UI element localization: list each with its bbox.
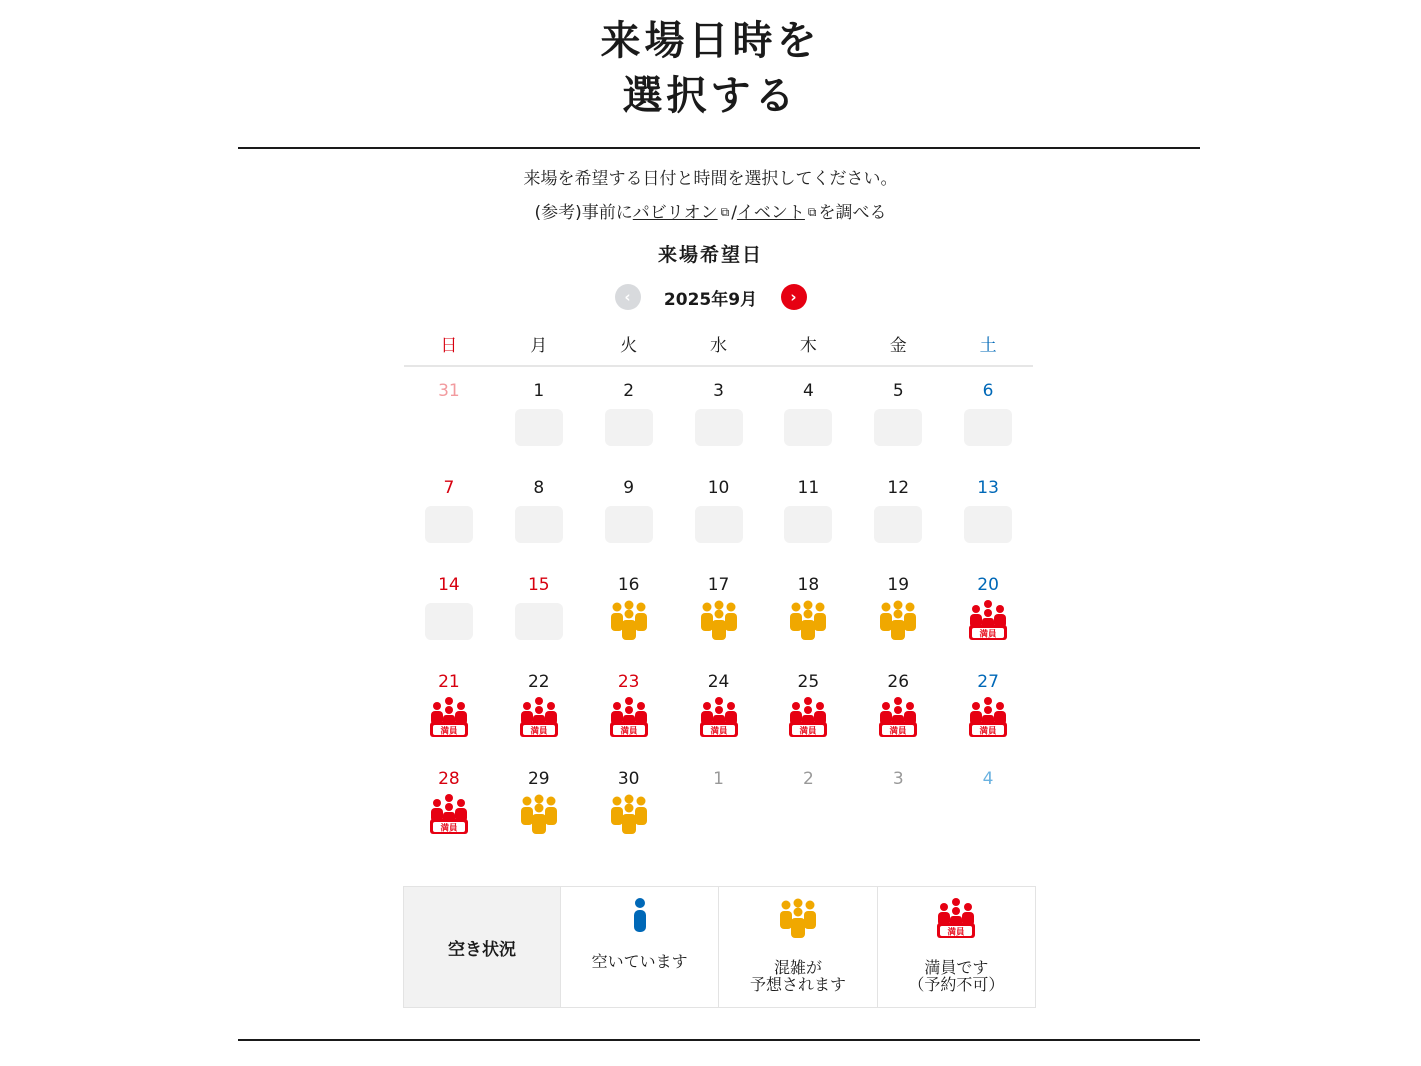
day-number: 3 [892, 769, 904, 789]
legend-full-line1: 満員です [924, 958, 989, 977]
calendar-day[interactable] [494, 561, 584, 658]
day-slot-placeholder [964, 506, 1012, 543]
external-link-icon: ⧉ [720, 205, 730, 219]
day-slot-placeholder [874, 409, 922, 446]
weekday-fri: 金 [889, 336, 907, 356]
calendar-day [674, 658, 764, 755]
legend-crowded-line2: 予想されます [749, 975, 846, 994]
calendar-day[interactable] [674, 367, 764, 464]
day-number: 20 [977, 575, 999, 595]
day-number: 17 [707, 575, 730, 595]
calendar-day[interactable] [763, 464, 853, 561]
legend-heading: 空き状況 [404, 887, 560, 1007]
calendar-day[interactable] [584, 755, 674, 852]
full-crowd-icon [936, 897, 976, 943]
weekday-sat: 土 [979, 336, 997, 356]
external-link-icon: ⧉ [807, 205, 817, 219]
day-number: 30 [617, 769, 640, 789]
calendar-week [404, 561, 1033, 658]
day-slot-placeholder [874, 506, 922, 543]
day-number: 4 [982, 769, 994, 789]
event-link[interactable]: イベント [736, 203, 805, 223]
calendar-grid [404, 367, 1033, 852]
calendar-day [943, 561, 1033, 658]
top-divider [238, 147, 1200, 149]
day-number: 6 [982, 381, 994, 401]
ref-separator: / [731, 203, 737, 223]
chevron-right-icon: › [790, 288, 797, 306]
calendar-day[interactable] [584, 367, 674, 464]
calendar-day[interactable] [674, 464, 764, 561]
full-badge-text: 満員 [889, 726, 907, 737]
full-badge-text: 満員 [530, 726, 548, 737]
day-number: 11 [797, 478, 820, 498]
ref-suffix: を調べる [818, 203, 887, 223]
day-slot-placeholder [605, 506, 653, 543]
day-number: 18 [797, 575, 820, 595]
legend-crowded [718, 887, 876, 1007]
bottom-divider [238, 1039, 1200, 1041]
day-number: 13 [977, 478, 999, 498]
day-slot-placeholder [515, 506, 563, 543]
legend-full [877, 887, 1035, 1007]
day-slot-placeholder [425, 603, 473, 640]
full-crowd-icon [429, 696, 469, 738]
legend-available-label: 空いています [591, 952, 688, 971]
day-slot-placeholder [695, 506, 743, 543]
day-number: 9 [623, 478, 635, 498]
pavilion-link[interactable]: パビリオン [632, 203, 718, 223]
availability-legend [403, 886, 1036, 1008]
legend-available [560, 887, 718, 1007]
calendar-day [763, 658, 853, 755]
full-crowd-icon [429, 793, 469, 835]
ref-prefix: (参考)事前に [534, 203, 633, 223]
day-number: 10 [707, 478, 730, 498]
intro-text: 来場を希望する日付と時間を選択してください。 [523, 169, 898, 189]
weekday-mon: 月 [530, 336, 548, 356]
month-label: 2025年9月 [663, 289, 758, 310]
full-badge-text: 満員 [799, 726, 817, 737]
full-crowd-icon [519, 696, 559, 738]
crowd-icon [878, 599, 918, 641]
person-icon [620, 897, 660, 943]
full-badge-text: 満員 [440, 823, 458, 834]
day-number: 28 [438, 769, 460, 789]
weekday-tue: 火 [620, 336, 638, 356]
calendar-day[interactable] [763, 561, 853, 658]
prev-month-button[interactable] [615, 284, 641, 310]
day-slot-placeholder [605, 409, 653, 446]
full-badge-text: 満員 [979, 726, 997, 737]
day-number: 23 [617, 672, 640, 692]
weekday-header [404, 330, 1033, 367]
crowd-icon [788, 599, 828, 641]
calendar-day [853, 755, 943, 852]
calendar-day[interactable] [494, 755, 584, 852]
calendar-day [494, 658, 584, 755]
page-title-line2: 選択する [622, 73, 799, 119]
page-title [0, 14, 1421, 124]
calendar-day[interactable] [404, 561, 494, 658]
day-number: 19 [887, 575, 910, 595]
weekday-thu: 木 [799, 336, 817, 356]
day-number: 3 [713, 381, 724, 401]
day-number: 8 [533, 478, 545, 498]
calendar-day[interactable] [943, 367, 1033, 464]
calendar-day [763, 755, 853, 852]
weekday-sun: 日 [440, 336, 458, 356]
day-slot-placeholder [784, 506, 832, 543]
full-crowd-icon [968, 696, 1008, 738]
calendar-day [943, 755, 1033, 852]
legend-crowded-line1: 混雑が [773, 958, 822, 977]
crowd-icon [609, 599, 649, 641]
day-number: 15 [527, 575, 550, 595]
day-number: 1 [533, 381, 545, 401]
day-number: 22 [527, 672, 550, 692]
day-number: 2 [802, 769, 814, 789]
day-slot-placeholder [695, 409, 743, 446]
day-slot-placeholder [964, 409, 1012, 446]
calendar-week [404, 755, 1033, 852]
full-crowd-icon [609, 696, 649, 738]
full-badge-text: 満員 [709, 726, 728, 737]
calendar-week [404, 367, 1033, 464]
weekday-wed: 水 [710, 336, 727, 356]
calendar-day[interactable] [853, 367, 943, 464]
calendar-day[interactable] [853, 464, 943, 561]
day-number: 27 [977, 672, 999, 692]
calendar-day[interactable] [494, 464, 584, 561]
chevron-left-icon: ‹ [624, 288, 631, 306]
calendar-day[interactable] [404, 464, 494, 561]
calendar-day [674, 755, 764, 852]
crowd-icon [699, 599, 739, 641]
crowd-icon [778, 897, 818, 943]
crowd-icon [519, 793, 559, 835]
day-number: 21 [438, 672, 460, 692]
next-month-button[interactable] [781, 284, 807, 310]
day-slot-placeholder [515, 409, 563, 446]
calendar-day [853, 658, 943, 755]
day-number: 12 [887, 478, 910, 498]
calendar-day [404, 658, 494, 755]
calendar-day[interactable] [674, 561, 764, 658]
day-number: 25 [797, 672, 820, 692]
calendar-day[interactable] [584, 561, 674, 658]
month-navigation [0, 284, 1421, 310]
day-number: 7 [443, 478, 455, 498]
full-badge-text: 満員 [620, 726, 638, 737]
day-number: 26 [887, 672, 910, 692]
day-number: 1 [713, 769, 724, 789]
date-heading: 来場希望日 [657, 244, 763, 266]
day-number: 2 [623, 381, 635, 401]
day-number: 29 [527, 769, 550, 789]
day-number: 31 [438, 381, 460, 401]
crowd-icon [609, 793, 649, 835]
calendar-day[interactable] [853, 561, 943, 658]
calendar [404, 330, 1033, 852]
full-crowd-icon [968, 599, 1008, 641]
day-slot-placeholder [784, 409, 832, 446]
full-badge-text: 満員 [947, 927, 965, 938]
day-number: 5 [892, 381, 904, 401]
full-crowd-icon [878, 696, 918, 738]
legend-full-line2: （予約不可） [908, 975, 1005, 994]
reference-links [0, 198, 1421, 223]
day-slot-placeholder [425, 506, 473, 543]
full-badge-text: 満員 [979, 629, 997, 640]
full-badge-text: 満員 [440, 726, 458, 737]
day-slot-placeholder [515, 603, 563, 640]
calendar-day [404, 755, 494, 852]
calendar-day[interactable] [584, 464, 674, 561]
calendar-day[interactable] [494, 367, 584, 464]
calendar-day [404, 367, 494, 464]
calendar-day [943, 658, 1033, 755]
calendar-day[interactable] [763, 367, 853, 464]
page-title-line1: 来場日時を [600, 18, 821, 64]
day-number: 16 [617, 575, 640, 595]
full-crowd-icon [788, 696, 828, 738]
calendar-day [584, 658, 674, 755]
calendar-week [404, 658, 1033, 755]
calendar-day[interactable] [943, 464, 1033, 561]
full-crowd-icon [699, 696, 739, 738]
day-number: 14 [438, 575, 460, 595]
day-number: 4 [802, 381, 814, 401]
day-number: 24 [707, 672, 730, 692]
calendar-week [404, 464, 1033, 561]
